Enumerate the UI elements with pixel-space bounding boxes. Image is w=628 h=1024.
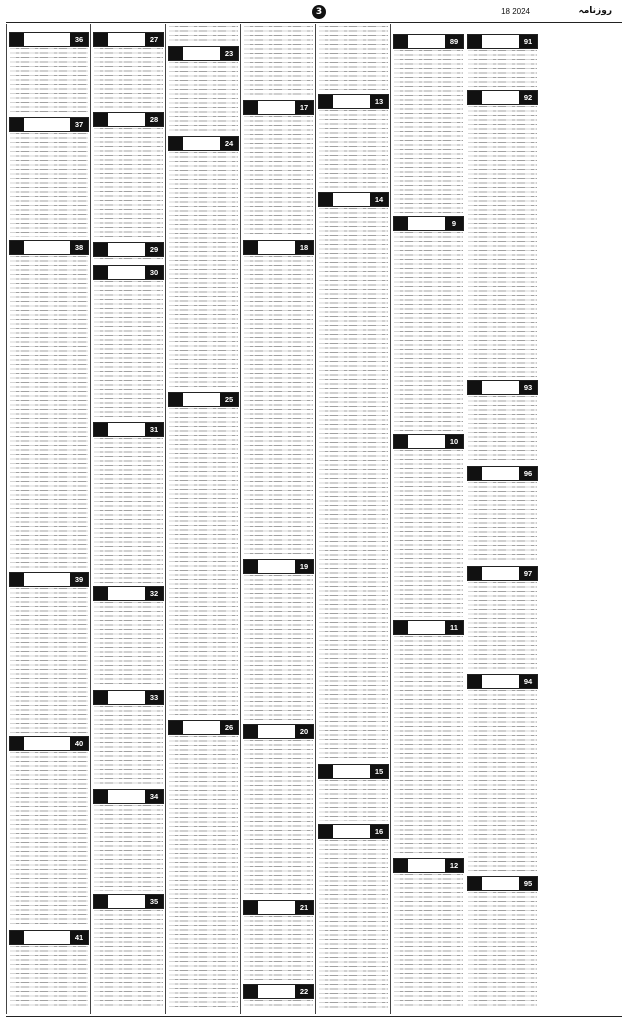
notice-header: [467, 876, 538, 891]
notice-number: 27: [145, 33, 163, 46]
notice-body-text: [244, 575, 313, 721]
notice-header: [467, 674, 538, 689]
notice-number: 19: [295, 560, 313, 573]
notice-body-text: [468, 396, 537, 463]
notice-body-text: [94, 258, 163, 262]
court-logo-icon: [169, 47, 183, 60]
notice-body-text: [94, 602, 163, 687]
notice-body-text: [394, 636, 463, 855]
notice-body-text: [10, 133, 88, 237]
notice-number: 11: [445, 621, 463, 634]
page-footer-rule: [6, 1016, 622, 1017]
column-2: [390, 24, 466, 1014]
column-6: [90, 24, 166, 1014]
notice-header: [168, 46, 239, 61]
court-logo-icon: [244, 901, 258, 914]
notice-number: 96: [519, 467, 537, 480]
notice-body-text: [394, 450, 463, 617]
notice-header: [9, 117, 89, 132]
column-7: [6, 24, 91, 1014]
court-logo-icon: [394, 35, 408, 48]
court-logo-icon: [468, 675, 482, 688]
notice-body-text: [94, 281, 163, 419]
notice-number: 14: [370, 193, 388, 206]
notice-body-text: [244, 916, 313, 981]
notice-header: [318, 824, 389, 839]
notice-header: [9, 32, 89, 47]
notice-body-text: [468, 892, 537, 1009]
court-logo-icon: [10, 931, 24, 944]
court-logo-icon: [169, 721, 183, 734]
notice-body-text: [10, 48, 88, 114]
notice-body-text: [394, 232, 463, 431]
notice-number: 31: [145, 423, 163, 436]
notice-number: 12: [445, 859, 463, 872]
notice-header: [93, 586, 164, 601]
notice-header: [467, 90, 538, 105]
notice-header: [243, 240, 314, 255]
court-logo-icon: [169, 137, 183, 150]
notice-header: [467, 380, 538, 395]
column-1: [465, 24, 540, 1014]
notice-number: 20: [295, 725, 313, 738]
notice-body-text: [94, 910, 163, 1009]
column-3: [315, 24, 391, 1014]
court-logo-icon: [394, 859, 408, 872]
court-logo-icon: [10, 737, 24, 750]
notice-header: [243, 559, 314, 574]
notice-body-text: [319, 110, 388, 189]
court-logo-icon: [10, 241, 24, 254]
notice-number: 25: [220, 393, 238, 406]
notice-header: [467, 566, 538, 581]
notice-body-text: [468, 582, 537, 671]
notice-header: [467, 34, 538, 49]
court-logo-icon: [169, 393, 183, 406]
court-logo-icon: [94, 243, 108, 256]
notice-body-text: [319, 840, 388, 1009]
notice-number: 40: [70, 737, 88, 750]
notice-header: [168, 720, 239, 735]
court-logo-icon: [394, 621, 408, 634]
court-logo-icon: [94, 691, 108, 704]
notice-number: 16: [370, 825, 388, 838]
notice-body-text: [94, 48, 163, 109]
court-logo-icon: [468, 467, 482, 480]
court-logo-icon: [10, 33, 24, 46]
notice-header: [243, 724, 314, 739]
notice-header: [318, 94, 389, 109]
notice-body-text: [94, 128, 163, 239]
court-logo-icon: [10, 118, 24, 131]
notice-body-text: [468, 50, 537, 87]
continued-text: [319, 26, 388, 91]
court-logo-icon: [94, 266, 108, 279]
court-logo-icon: [394, 217, 408, 230]
notice-header: [9, 572, 89, 587]
court-logo-icon: [319, 193, 333, 206]
notice-number: 39: [70, 573, 88, 586]
notice-number: 89: [445, 35, 463, 48]
notice-body-text: [468, 482, 537, 563]
court-logo-icon: [468, 381, 482, 394]
notice-number: 94: [519, 675, 537, 688]
notice-header: [93, 32, 164, 47]
notice-number: 95: [519, 877, 537, 890]
court-logo-icon: [319, 95, 333, 108]
notice-number: 33: [145, 691, 163, 704]
notice-header: [393, 858, 464, 873]
notice-number: 17: [295, 101, 313, 114]
notice-header: [93, 894, 164, 909]
court-logo-icon: [94, 895, 108, 908]
notice-header: [93, 112, 164, 127]
notice-number: 91: [519, 35, 537, 48]
notice-body-text: [319, 208, 388, 761]
paper-name: روزنامہ: [578, 6, 612, 16]
notice-body-text: [394, 50, 463, 213]
notice-number: 34: [145, 790, 163, 803]
notice-header: [93, 422, 164, 437]
notice-header: [467, 466, 538, 481]
notice-header: [393, 216, 464, 231]
court-logo-icon: [94, 423, 108, 436]
notice-number: 35: [145, 895, 163, 908]
court-logo-icon: [94, 587, 108, 600]
court-logo-icon: [468, 877, 482, 890]
notice-header: [9, 240, 89, 255]
court-logo-icon: [468, 91, 482, 104]
notice-number: 29: [145, 243, 163, 256]
notice-header: [243, 984, 314, 999]
notice-header: [168, 136, 239, 151]
notice-body-text: [169, 736, 238, 1009]
notice-number: 97: [519, 567, 537, 580]
issue-date: 18 2024: [501, 7, 530, 16]
masthead: [6, 4, 622, 23]
notice-body-text: [169, 408, 238, 717]
court-logo-icon: [468, 567, 482, 580]
court-logo-icon: [10, 573, 24, 586]
court-logo-icon: [244, 241, 258, 254]
notice-header: [393, 434, 464, 449]
notice-header: [93, 690, 164, 705]
notice-number: 22: [295, 985, 313, 998]
notice-number: 18: [295, 241, 313, 254]
notice-body-text: [244, 116, 313, 237]
court-logo-icon: [319, 825, 333, 838]
court-logo-icon: [244, 560, 258, 573]
notice-number: 9: [445, 217, 463, 230]
notice-header: [393, 620, 464, 635]
notice-body-text: [169, 152, 238, 389]
notice-header: [93, 265, 164, 280]
notice-header: [243, 100, 314, 115]
notice-number: 30: [145, 266, 163, 279]
notice-number: 13: [370, 95, 388, 108]
notice-body-text: [10, 946, 88, 1009]
notice-body-text: [169, 62, 238, 133]
notice-header: [168, 392, 239, 407]
notice-number: 38: [70, 241, 88, 254]
notice-body-text: [468, 690, 537, 873]
notice-number: 32: [145, 587, 163, 600]
notice-body-text: [10, 588, 88, 733]
court-logo-icon: [94, 790, 108, 803]
notice-number: 41: [70, 931, 88, 944]
notice-number: 23: [220, 47, 238, 60]
page-number: 3: [312, 5, 326, 19]
notice-header: [93, 242, 164, 257]
notice-body-text: [319, 780, 388, 821]
notice-header: [318, 764, 389, 779]
court-logo-icon: [244, 725, 258, 738]
notice-number: 15: [370, 765, 388, 778]
notice-body-text: [244, 1000, 313, 1009]
continued-text: [244, 26, 313, 97]
continued-text: [169, 26, 238, 43]
notice-header: [393, 34, 464, 49]
court-logo-icon: [244, 101, 258, 114]
court-logo-icon: [244, 985, 258, 998]
notice-number: 28: [145, 113, 163, 126]
notice-number: 24: [220, 137, 238, 150]
notice-header: [9, 930, 89, 945]
notice-body-text: [244, 256, 313, 556]
notice-body-text: [10, 256, 88, 569]
column-5: [165, 24, 241, 1014]
notice-body-text: [394, 874, 463, 1009]
notice-body-text: [468, 106, 537, 377]
court-logo-icon: [94, 113, 108, 126]
notice-number: 10: [445, 435, 463, 448]
court-logo-icon: [394, 435, 408, 448]
notice-number: 21: [295, 901, 313, 914]
notice-body-text: [94, 438, 163, 583]
notice-body-text: [94, 805, 163, 891]
notice-header: [9, 736, 89, 751]
notice-number: 93: [519, 381, 537, 394]
column-4: [240, 24, 316, 1014]
notice-body-text: [10, 752, 88, 927]
notice-number: 26: [220, 721, 238, 734]
notice-body-text: [244, 740, 313, 897]
notice-header: [243, 900, 314, 915]
notice-number: 92: [519, 91, 537, 104]
notice-body-text: [94, 706, 163, 786]
notice-header: [318, 192, 389, 207]
court-logo-icon: [468, 35, 482, 48]
court-logo-icon: [94, 33, 108, 46]
notice-number: 37: [70, 118, 88, 131]
court-logo-icon: [319, 765, 333, 778]
notice-number: 36: [70, 33, 88, 46]
notice-header: [93, 789, 164, 804]
